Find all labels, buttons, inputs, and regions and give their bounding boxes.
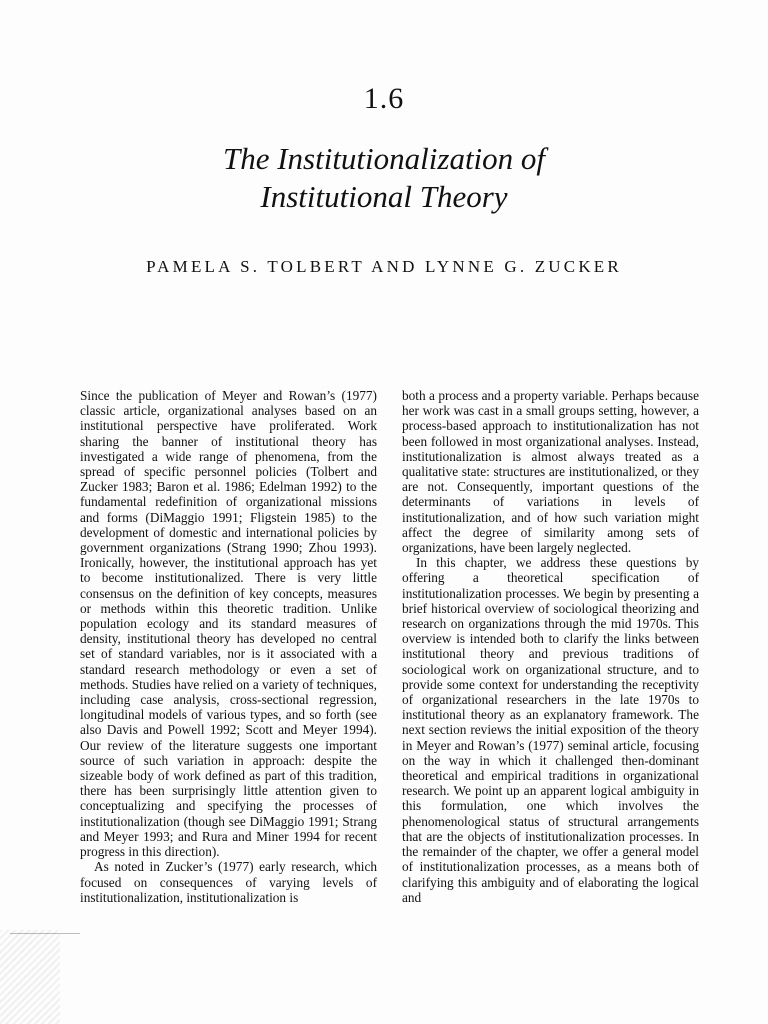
chapter-authors: PAMELA S. TOLBERT AND LYNNE G. ZUCKER xyxy=(146,257,622,276)
chapter-title xyxy=(0,140,768,216)
chapter-title-line-2: Institutional Theory xyxy=(260,179,508,214)
chapter-title-line-1: The Institutionalization of xyxy=(222,141,546,176)
paragraph: As noted in Zucker’s (1977) early research, which focused on consequences of varying levels of institutionalization, institutionalization is xyxy=(80,859,377,905)
left-column xyxy=(80,388,377,905)
paragraph: In this chapter, we address these questions by offering a theoretical specification of institutionalization processes. We begin by presenting a brief historical overview of sociological theorizing and research on organizations through the mid 1970s. This overview is intended both to clarify the links between institutional theory and previous traditions of sociological work on organizational structure, and to provide some context for understanding the receptivity of organizational researchers in the late 1970s to institutional theory as an explanatory framework. The next section reviews the initial exposition of the theory in Meyer and Rowan’s (1977) seminal article, focusing on the way in which it challenged then-dominant theoretical and empirical traditions in organizational research. We point up an apparent logical ambiguity in this formulation, one which involves the phenomenological status of structural arrangements that are the objects of institutionalization processes. In the remainder of the chapter, we offer a general model of institutionalization processes, as a means both of clarifying this ambiguity and of elaborating the logical and xyxy=(402,555,699,905)
paragraph: both a process and a property variable. Perhaps because her work was cast in a small groups setting, however, a process-based approach to institutionalization has not been followed in most organizational analyses. Instead, institutionalization is almost always treated as a qualitative state: structures are institutionalized, or they are not. Consequently, important questions of the determinants of variations in levels of institutionalization, and of how such variation might affect the degree of similarity among sets of organizations, have been largely neglected. xyxy=(402,388,699,556)
scan-artifact-smudge xyxy=(0,930,60,1024)
paragraph: Since the publication of Meyer and Rowan’s (1977) classic article, organizational analyses based on an institutional perspective have proliferated. Work sharing the banner of institutional theory has investigated a wide range of phenomena, from the spread of specific personnel policies (Tolbert and Zucker 1983; Baron et al. 1986; Edelman 1992) to the fundamental redefinition of organizational missions and forms (DiMaggio 1991; Fligstein 1985) to the development of domestic and international policies by government organizations (Strang 1990; Zhou 1993). Ironically, however, the institutional approach has yet to become institutionalized. There is very little consensus on the definition of key concepts, measures or methods within this theoretic tradition. Unlike population ecology and its standard measures of density, institutional theory has developed no central set of standard variables, nor is it associated with a standard research methodology or even a set of methods. Studies have relied on a variety of techniques, including case analysis, cross-sectional regression, longitudinal models of various types, and so forth (see also Davis and Powell 1992; Scott and Meyer 1994). Our review of the literature suggests one important source of such variation in approach: despite the sizeable body of work defined as part of this tradition, there has been surprisingly little attention given to conceptualizing and specifying the processes of institutionalization (though see DiMaggio 1991; Strang and Meyer 1993; and Rura and Miner 1994 for recent progress in this direction). xyxy=(80,388,377,860)
right-column xyxy=(402,388,699,905)
chapter-number: 1.6 xyxy=(363,82,405,115)
